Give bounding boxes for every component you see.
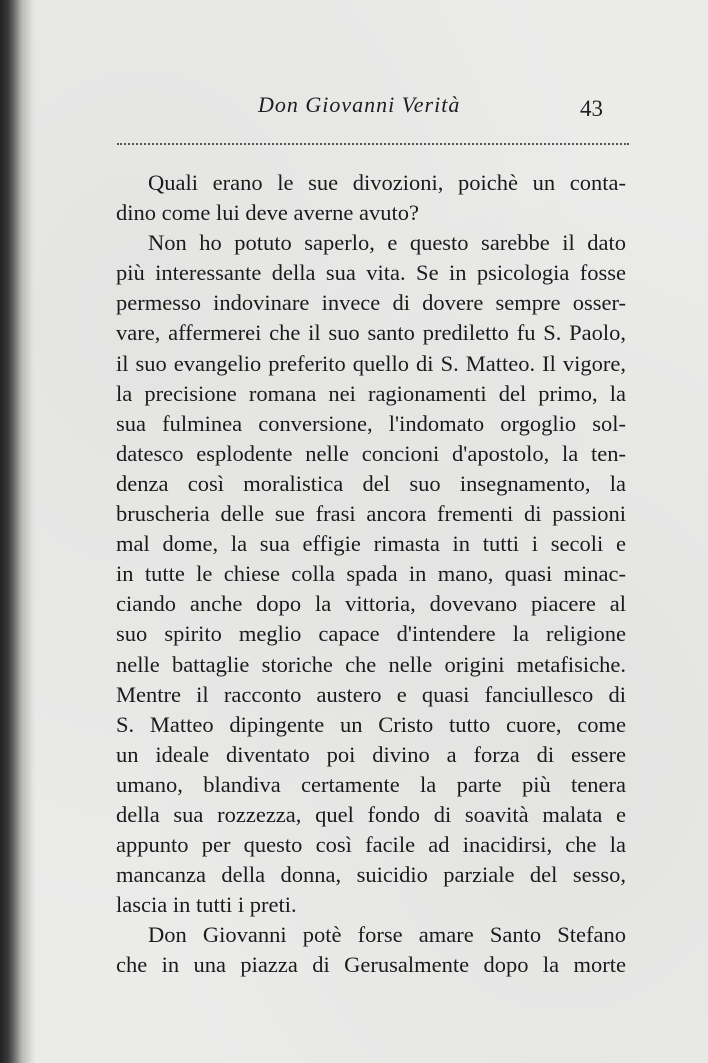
text-line: nelle battaglie storiche che nelle origini metafisiche. — [116, 651, 626, 677]
text-line: in tutte le chiese colla spada in mano, quasi minac- — [116, 561, 626, 587]
text-line: umano, blandiva certamente la parte più tenera — [116, 771, 626, 797]
text-line: denza così moralistica del suo insegnamento, la — [116, 470, 626, 496]
text-line: un ideale diventato poi divino a forza di essere — [116, 741, 626, 767]
text-line: vare, affermerei che il suo santo prediletto fu S. Paolo, — [116, 320, 626, 346]
text-line: della sua rozzezza, quel fondo di soavità malata e — [116, 801, 626, 827]
text-line: permesso indovinare invece di dovere sempre osser- — [116, 290, 626, 316]
text-line: che in una piazza di Gerusalmente dopo la morte — [116, 952, 626, 978]
header-dotted-rule — [117, 143, 629, 145]
text-line: la precisione romana nei ragionamenti del primo, la — [116, 380, 626, 406]
text-line: sua fulminea conversione, l'indomato orgoglio sol- — [116, 410, 626, 436]
text-line: suo spirito meglio capace d'intendere la religione — [116, 621, 626, 647]
text-line: mancanza della donna, suicidio parziale del sesso, — [116, 862, 626, 888]
text-line: dino come lui deve averne avuto? — [116, 200, 420, 226]
text-line: Don Giovanni potè forse amare Santo Stefano — [148, 922, 626, 948]
text-line: Quali erano le sue divozioni, poichè un conta- — [148, 170, 626, 195]
text-line: bruscheria delle sue frasi ancora frementi di passioni — [116, 501, 626, 527]
text-line: datesco esplodente nelle concioni d'apostolo, la ten- — [116, 440, 626, 466]
running-title: Don Giovanni Verità — [258, 92, 461, 117]
text-line: più interessante della sua vita. Se in psicologia fosse — [116, 260, 626, 286]
text-line: Non ho potuto saperlo, e questo sarebbe il dato — [148, 230, 626, 256]
text-line: appunto per questo così facile ad inacidirsi, che la — [116, 832, 626, 858]
text-line: Mentre il racconto austero e quasi fanciullesco di — [116, 681, 626, 707]
book-gutter-shadow — [0, 0, 36, 1063]
page-number: 43 — [580, 96, 603, 121]
body-text — [116, 168, 626, 981]
text-line: S. Matteo dipingente un Cristo tutto cuore, come — [116, 711, 626, 737]
text-line: lascia in tutti i preti. — [116, 892, 297, 918]
text-line: il suo evangelio preferito quello di S. Matteo. Il vigore, — [116, 350, 626, 376]
text-line: mal dome, la sua effigie rimasta in tutti i secoli e — [116, 531, 626, 557]
text-line: ciando anche dopo la vittoria, dovevano piacere al — [116, 591, 626, 617]
